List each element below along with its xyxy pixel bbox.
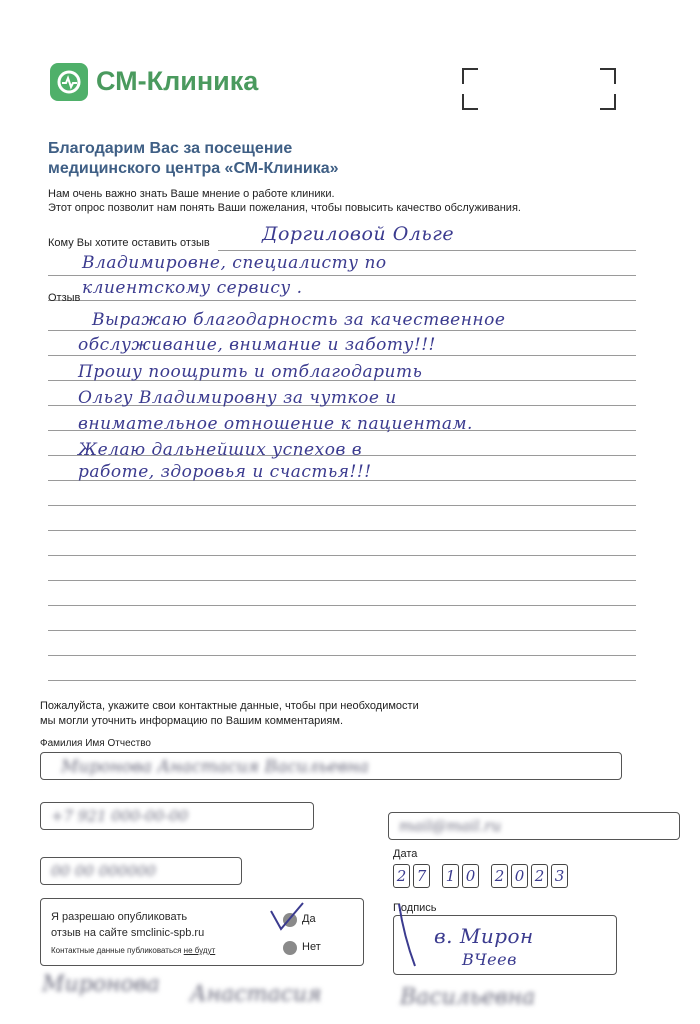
writing-line	[48, 505, 636, 506]
email-field[interactable]	[388, 812, 680, 840]
writing-line	[48, 680, 636, 681]
contact-note-line: Пожалуйста, укажите свои контактные данные, чтобы при необходимости	[40, 700, 419, 712]
review-line: Ольгу Владимировну за чуткое и	[78, 388, 397, 408]
contact-note	[40, 699, 419, 729]
writing-line	[48, 630, 636, 631]
signature-label: Подпись	[393, 902, 437, 914]
corner-mark	[600, 68, 616, 84]
review-line: работе, здоровья и счастья!!!	[78, 462, 372, 482]
consent-note-text: Контактные данные публиковаться	[51, 946, 184, 955]
writing-line	[48, 355, 636, 356]
phone-value: +7 921 000-00-00	[51, 807, 189, 825]
radio-yes-label: Да	[302, 913, 316, 925]
consent-text	[51, 909, 204, 941]
date-digit: 0	[462, 864, 479, 888]
recipient-name: Доргиловой Ольге	[262, 223, 455, 245]
date-digit: 2	[531, 864, 548, 888]
consent-note	[51, 946, 215, 955]
date-digit: 1	[442, 864, 459, 888]
date-digit: 2	[393, 864, 410, 888]
intro-line: Этот опрос позволит нам понять Ваши пожелания, чтобы повысить качество обслуживания.	[48, 202, 521, 214]
fio-value: Миронова Анастасия Васильевна	[61, 757, 369, 777]
writing-line	[48, 580, 636, 581]
contact-note-line: мы могли уточнить информацию по Вашим комментариям.	[40, 715, 344, 727]
fio-field[interactable]	[40, 752, 622, 780]
logo	[50, 63, 88, 101]
fio-label: Фамилия Имя Отчество	[40, 738, 151, 749]
signature-scribble: ВЧеев	[462, 950, 517, 969]
signature-stroke-icon	[395, 900, 435, 970]
recipient-label: Кому Вы хотите оставить отзыв	[48, 237, 210, 249]
date-field[interactable]	[393, 864, 568, 888]
footer-blur: Анастасия	[190, 982, 322, 1007]
date-separator	[433, 864, 439, 888]
review-label: Отзыв	[48, 292, 81, 304]
review-line: внимательное отношение к пациентам.	[78, 414, 473, 434]
page-title	[48, 139, 339, 179]
footer-blur: Васильевна	[400, 985, 536, 1010]
writing-line	[48, 300, 636, 301]
extra-value: 00 00 000000	[51, 862, 156, 880]
review-line: Выражаю благодарность за качественное	[92, 310, 506, 330]
title-line: Благодарим Вас за посещение	[48, 140, 293, 157]
recipient-line: клиентскому сервису .	[82, 278, 303, 298]
writing-line	[48, 330, 636, 331]
title-line: медицинского центра «СМ-Клиника»	[48, 160, 339, 177]
email-value: mail@mail.ru	[399, 817, 502, 835]
writing-line	[218, 250, 636, 251]
writing-line	[48, 555, 636, 556]
writing-line	[48, 605, 636, 606]
writing-line	[48, 655, 636, 656]
writing-line	[48, 530, 636, 531]
intro-text	[48, 187, 521, 215]
date-digit: 7	[413, 864, 430, 888]
date-separator	[482, 864, 488, 888]
review-line: обслуживание, внимание и заботу!!!	[78, 335, 436, 355]
extra-field[interactable]	[40, 857, 242, 885]
logo-icon	[50, 63, 88, 101]
consent-line: Я разрешаю опубликовать	[51, 911, 188, 923]
check-mark-icon	[267, 901, 307, 935]
corner-mark	[462, 94, 478, 110]
review-line: Желаю дальнейших успехов в	[78, 440, 363, 460]
recipient-line: Владимировне, специалисту по	[82, 253, 387, 273]
date-digit: 0	[511, 864, 528, 888]
signature-scribble: в. Мирон	[434, 924, 534, 948]
radio-no[interactable]	[283, 941, 297, 955]
phone-field[interactable]	[40, 802, 314, 830]
consent-box	[40, 898, 364, 966]
brand-name: СМ-Клиника	[96, 66, 259, 96]
intro-line: Нам очень важно знать Ваше мнение о работе клиники.	[48, 188, 335, 200]
date-label: Дата	[393, 848, 418, 860]
review-line: Прошу поощрить и отблагодарить	[78, 362, 423, 382]
writing-line	[48, 275, 636, 276]
radio-no-label: Нет	[302, 941, 321, 953]
date-digit: 2	[491, 864, 508, 888]
consent-line: отзыв на сайте smclinic-spb.ru	[51, 927, 205, 939]
footer-blur: Миронова	[42, 972, 160, 997]
corner-mark	[462, 68, 478, 84]
corner-mark	[600, 94, 616, 110]
consent-note-emphasis: не будут	[183, 946, 216, 955]
date-digit: 3	[551, 864, 568, 888]
